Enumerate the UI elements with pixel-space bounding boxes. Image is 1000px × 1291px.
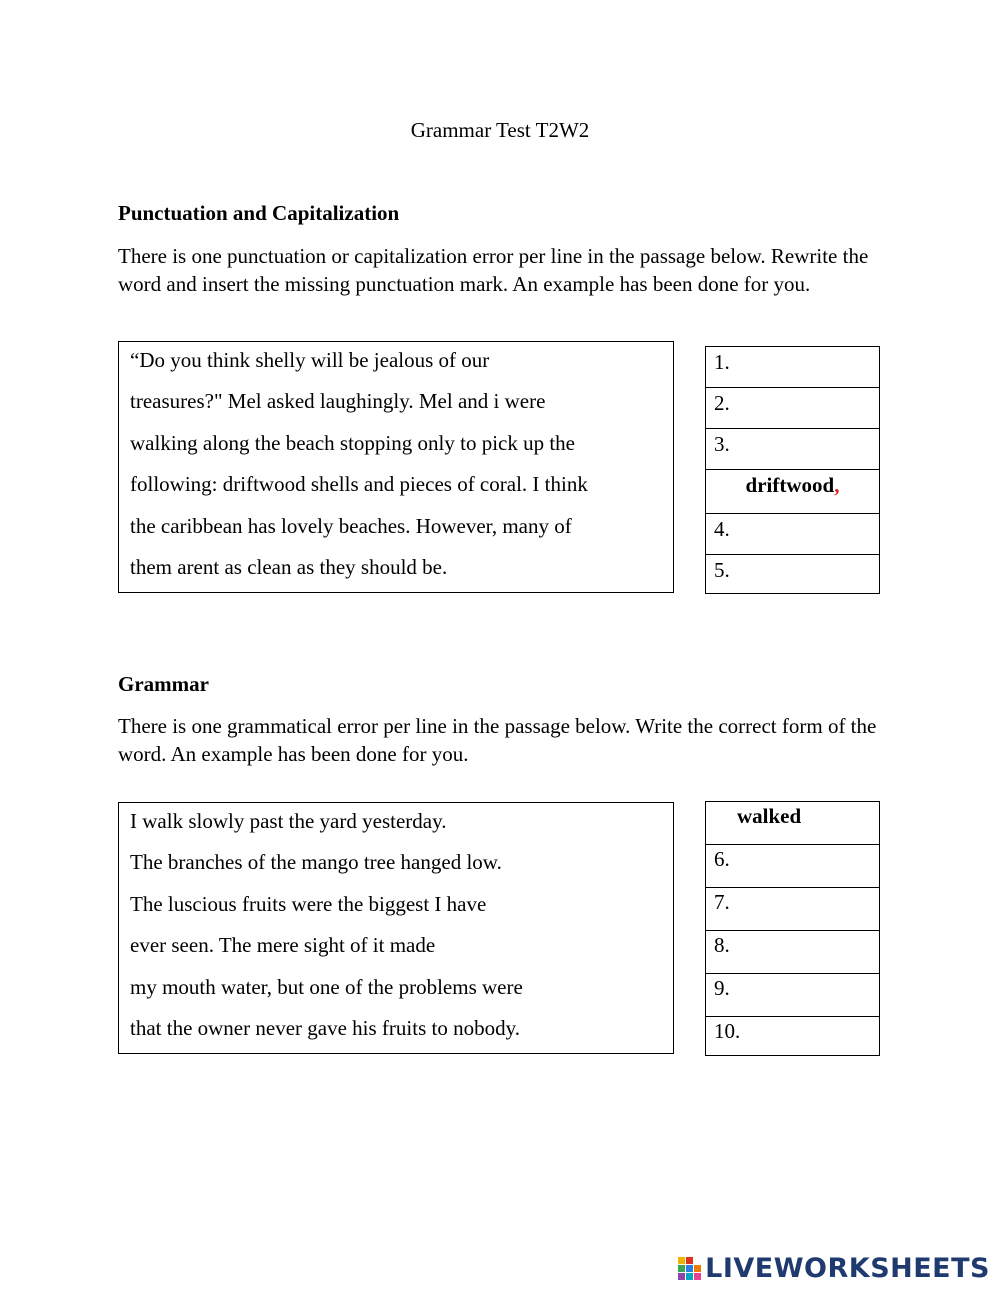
- passage-line: treasures?" Mel asked laughingly. Mel and i were: [130, 389, 546, 413]
- answer-box-5[interactable]: [705, 554, 880, 594]
- passage-line: following: driftwood shells and pieces of coral. I think: [130, 472, 588, 496]
- passage-line: walking along the beach stopping only to pick up the: [130, 431, 575, 455]
- passage-line: ever seen. The mere sight of it made: [130, 933, 436, 957]
- answer-box-3[interactable]: [705, 428, 880, 470]
- example-word: walked: [737, 804, 802, 828]
- passage-line: that the owner never gave his fruits to nobody.: [130, 1016, 520, 1040]
- passage-line: I walk slowly past the yard yesterday.: [130, 809, 447, 833]
- answer-label: 4.: [714, 517, 730, 541]
- passage-line: The branches of the mango tree hanged low.: [130, 850, 502, 874]
- passage-box-punctuation: [118, 341, 674, 593]
- section-heading-punctuation: Punctuation and Capitalization: [118, 201, 400, 225]
- passage-line: The luscious fruits were the biggest I have: [130, 892, 487, 916]
- answer-label: 5.: [714, 558, 730, 582]
- passage-line: “Do you think shelly will be jealous of our: [130, 348, 490, 372]
- answer-label: 2.: [714, 391, 730, 415]
- passage-line: them arent as clean as they should be.: [130, 555, 448, 579]
- passage-box-grammar: [118, 802, 674, 1054]
- page-title: Grammar Test T2W2: [410, 118, 590, 142]
- passage-line: the caribbean has lovely beaches. However, many of: [130, 514, 572, 538]
- instructions-grammar: There is one grammatical error per line in the passage below. Write the correct form of the word. An example has been done for you.: [118, 714, 877, 766]
- answer-box-2[interactable]: [705, 387, 880, 429]
- answer-label: 6.: [714, 847, 730, 871]
- answer-box-8[interactable]: [705, 930, 880, 974]
- answer-box-4[interactable]: [705, 513, 880, 555]
- section-heading-grammar: Grammar: [118, 672, 209, 696]
- answer-label: 7.: [714, 890, 730, 914]
- example-punctuation-mark: ,: [834, 473, 840, 497]
- answer-label: 10.: [714, 1019, 741, 1043]
- answer-label: 8.: [714, 933, 730, 957]
- answer-box-6[interactable]: [705, 844, 880, 888]
- answer-box-9[interactable]: [705, 973, 880, 1017]
- example-answer-box: [705, 801, 880, 845]
- liveworksheets-logo: [678, 1253, 990, 1284]
- example-word: driftwood: [745, 473, 835, 497]
- instructions-punctuation: There is one punctuation or capitalization error per line in the passage below. Rewrite the word and insert the missing punctuation mark. An example has been done for you.: [118, 244, 869, 296]
- answer-label: 1.: [714, 350, 730, 374]
- answer-label: 9.: [714, 976, 730, 1000]
- answer-label: 3.: [714, 432, 730, 456]
- example-answer-box: [705, 469, 880, 514]
- answer-box-7[interactable]: [705, 887, 880, 931]
- logo-blocks-icon: [678, 1256, 702, 1282]
- logo-text: LIVEWORKSHEETS: [705, 1253, 990, 1284]
- passage-line: my mouth water, but one of the problems were: [130, 975, 523, 999]
- answer-box-1[interactable]: [705, 346, 880, 388]
- answer-box-10[interactable]: [705, 1016, 880, 1056]
